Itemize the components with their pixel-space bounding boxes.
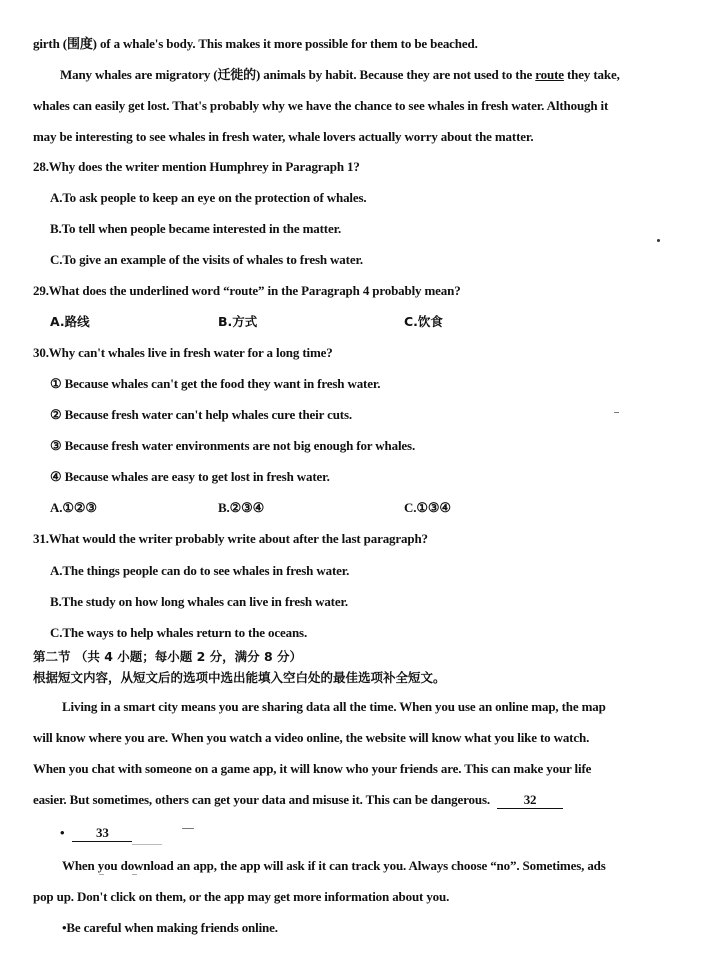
question-30-option-b: B.②③④ [218,500,265,515]
passage2-line: Living in a smart city means you are sharing data all the time. When you use an online map, the map [62,699,606,714]
passage2-bullet-line: •Be careful when making friends online. [62,920,278,935]
question-28-option-c: C.To give an example of the visits of whales to fresh water. [50,252,363,267]
passage2-line: pop up. Don't click on them, or the app may get more information about you. [33,889,450,904]
question-29-option-b: B.方式 [218,314,258,329]
section-heading: 第二节 （共 4 小题；每小题 2 分，满分 8 分） [33,649,303,664]
blank-33: 33 [72,825,132,842]
passage2-line: When you chat with someone on a game app, it will know who your friends are. This can make your life [33,761,592,776]
scan-speck [132,844,162,845]
question-29-stem [33,282,461,300]
question-30-option-c: C.①③④ [404,500,451,515]
scan-speck [182,828,194,829]
question-28-option-b: B.To tell when people became interested in the matter. [50,221,342,236]
underlined-word-route: route [535,67,564,82]
section-instruction: 根据短文内容，从短文后的选项中选出能填入空白处的最佳选项补全短文。 [33,670,446,685]
passage-line: girth (围度) of a whale's body. This makes it more possible for them to be beached. [33,36,478,51]
question-30-statement-3: ③ Because fresh water environments are not big enough for whales. [50,438,416,453]
scan-speck [657,239,660,242]
question-30-statement-4: ④ Because whales are easy to get lost in fresh water. [50,469,330,484]
bullet-line-33 [60,824,132,842]
passage2-line: When you download an app, the app will ask if it can track you. Always choose “no”. Sometimes, ads [62,858,606,873]
question-text: in the Paragraph 4 probably mean? [264,283,461,298]
passage2-text: easier. But sometimes, others can get your data and misuse it. This can be dangerous. [33,792,494,807]
passage-line: whales can easily get lost. That's probably why we have the chance to see whales in fresh water. Although it [33,98,609,113]
question-29-option-a: A.路线 [50,314,90,329]
question-keyword: “route” [223,283,265,298]
passage-paragraph-4 [60,66,620,84]
question-30-option-a: A.①②③ [50,500,97,515]
question-28-option-a: A.To ask people to keep an eye on the protection of whales. [50,190,367,205]
scan-speck [99,874,104,875]
question-31-option-a: A.The things people can do to see whales in fresh water. [50,563,350,578]
question-31-option-b: B.The study on how long whales can live in fresh water. [50,594,349,609]
blank-32: 32 [497,792,563,809]
passage2-line: will know where you are. When you watch a video online, the website will know what you like to watch. [33,730,590,745]
question-31-stem: 31.What would the writer probably write about after the last paragraph? [33,531,428,546]
passage-text: Many whales are migratory (迁徙的) animals by habit. Because they are not used to the [60,67,536,82]
scan-speck [614,412,619,413]
question-29-option-c: C.饮食 [404,314,443,329]
question-30-statement-2: ② Because fresh water can't help whales cure their cuts. [50,407,352,422]
question-text: 29.What does the underlined word [33,283,224,298]
passage-line: may be interesting to see whales in fresh water, whale lovers actually worry about the matter. [33,129,534,144]
passage-text: they take, [563,67,620,82]
question-31-option-c: C.The ways to help whales return to the oceans. [50,625,308,640]
question-30-stem: 30.Why can't whales live in fresh water for a long time? [33,345,333,360]
scan-speck [132,874,137,875]
passage2-line [33,791,563,809]
question-30-statement-1: ① Because whales can't get the food they want in fresh water. [50,376,381,391]
bullet-dot: • [60,825,65,840]
question-28-stem: 28.Why does the writer mention Humphrey in Paragraph 1? [33,159,360,174]
